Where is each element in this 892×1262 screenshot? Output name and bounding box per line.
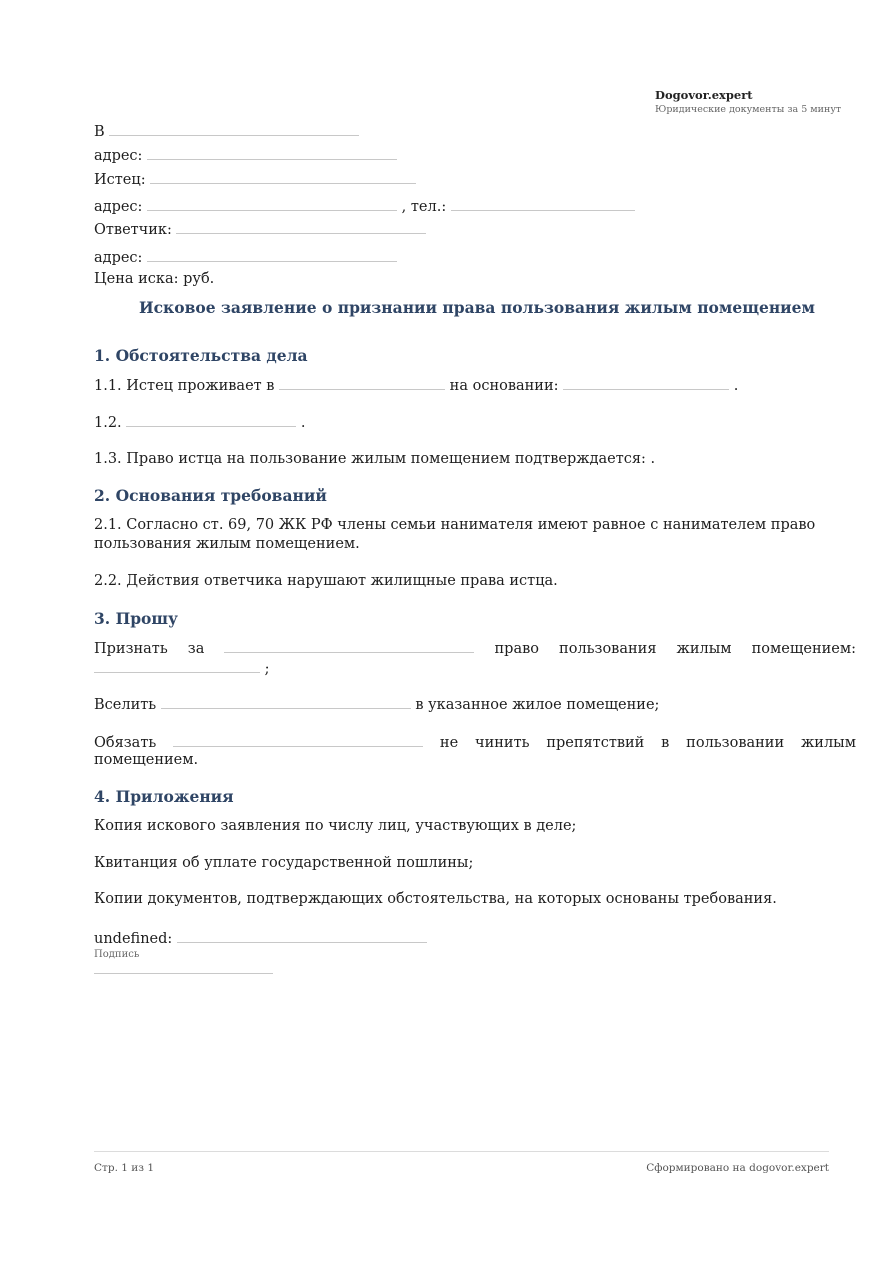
clause-1-1 bbox=[94, 375, 738, 396]
request-recognize-semicolon: ; bbox=[264, 661, 270, 677]
clause-1-1-text-b: на основании: bbox=[449, 378, 559, 394]
request-oblige-cont: помещением. bbox=[94, 752, 199, 768]
court-address-blank bbox=[147, 145, 397, 160]
request-recognize-text-a: Признать за bbox=[94, 641, 205, 657]
clause-1-2 bbox=[94, 412, 306, 433]
phone-label: , тел.: bbox=[401, 199, 447, 215]
recognize-person-blank bbox=[224, 638, 474, 653]
defendant-address-blank bbox=[147, 247, 397, 262]
clause-2-2: 2.2. Действия ответчика нарушают жилищные права истца. bbox=[94, 573, 558, 589]
attachment-item: Копии документов, подтверждающих обстоятельства, на которых основаны требования. bbox=[94, 891, 777, 907]
section-3-heading: 3. Прошу bbox=[94, 609, 178, 628]
footer-generated: Сформировано на dogovor.expert bbox=[646, 1162, 829, 1174]
signature-label: undefined: bbox=[94, 931, 173, 947]
request-oblige bbox=[94, 732, 856, 753]
defendant-label: Ответчик: bbox=[94, 222, 172, 238]
defendant-address-field bbox=[94, 247, 397, 268]
signature-line bbox=[94, 973, 273, 974]
request-move-in bbox=[94, 694, 659, 715]
request-recognize bbox=[94, 638, 856, 659]
attachment-item: Копия искового заявления по числу лиц, участвующих в деле; bbox=[94, 818, 577, 834]
document-title: Исковое заявление о признании права пользования жилым помещением bbox=[138, 298, 816, 317]
section-1-heading: 1. Обстоятельства дела bbox=[94, 346, 308, 365]
clause-1-2-dot: . bbox=[300, 415, 306, 431]
section-4-heading: 4. Приложения bbox=[94, 787, 234, 806]
clause-2-1: 2.1. Согласно ст. 69, 70 ЖК РФ члены семьи нанимателя имеют равное с нанимателем право пользования жилым помещением. bbox=[94, 517, 816, 552]
page-number: Стр. 1 из 1 bbox=[94, 1162, 155, 1174]
court-address-field bbox=[94, 145, 397, 166]
defendant-address-label: адрес: bbox=[94, 250, 143, 266]
plaintiff-address-blank bbox=[147, 196, 397, 211]
plaintiff-address-field bbox=[94, 196, 635, 217]
court-label: В bbox=[94, 124, 105, 140]
attachment-item: Квитанция об уплате государственной пошлины; bbox=[94, 855, 474, 871]
plaintiff-field bbox=[94, 169, 416, 190]
brand-name: Dogovor.expert bbox=[655, 88, 753, 102]
plaintiff-address-label: адрес: bbox=[94, 199, 143, 215]
section-2-heading: 2. Основания требований bbox=[94, 486, 327, 505]
clause-1-2-blank bbox=[126, 412, 296, 427]
request-oblige-text-a: Обязать bbox=[94, 735, 157, 751]
residence-blank bbox=[279, 375, 445, 390]
request-move-in-text-a: Вселить bbox=[94, 697, 157, 713]
basis-blank bbox=[563, 375, 729, 390]
signature-blank bbox=[177, 928, 427, 943]
clause-1-1-text-a: 1.1. Истец проживает в bbox=[94, 378, 275, 394]
brand-tagline: Юридические документы за 5 минут bbox=[655, 104, 842, 115]
defendant-field bbox=[94, 219, 426, 240]
request-recognize-text-b: право пользования жилым помещением: bbox=[494, 641, 857, 657]
plaintiff-blank bbox=[150, 169, 416, 184]
phone-blank bbox=[451, 196, 635, 211]
oblige-person-blank bbox=[173, 732, 423, 747]
footer-divider bbox=[94, 1151, 829, 1152]
brand-block bbox=[655, 88, 841, 117]
signature-field bbox=[94, 928, 427, 949]
court-field bbox=[94, 121, 359, 142]
defendant-blank bbox=[176, 219, 426, 234]
signature-caption: Подпись bbox=[94, 949, 140, 960]
request-recognize-cont bbox=[94, 658, 270, 679]
claim-price: Цена иска: руб. bbox=[94, 271, 215, 287]
court-address-label: адрес: bbox=[94, 148, 143, 164]
clause-1-1-dot: . bbox=[733, 378, 739, 394]
request-move-in-text-b: в указанное жилое помещение; bbox=[415, 697, 660, 713]
clause-1-3: 1.3. Право истца на пользование жилым помещением подтверждается: . bbox=[94, 451, 656, 467]
clause-1-2-text: 1.2. bbox=[94, 415, 122, 431]
plaintiff-label: Истец: bbox=[94, 172, 146, 188]
court-blank bbox=[109, 121, 359, 136]
request-oblige-text-b: не чинить препятствий в пользовании жилым bbox=[439, 735, 856, 751]
premises-blank bbox=[94, 658, 260, 673]
move-in-person-blank bbox=[161, 694, 411, 709]
